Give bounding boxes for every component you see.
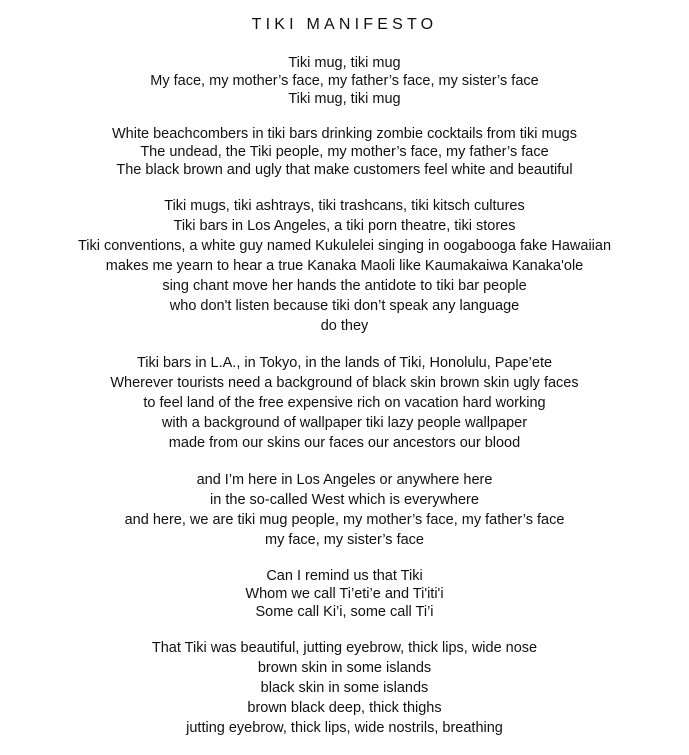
poem-line: in the so-called West which is everywhere <box>210 492 479 508</box>
poem-line: The undead, the Tiki people, my mother’s face, my father’s face <box>140 144 549 160</box>
poem-line: do they <box>320 318 369 334</box>
poem-line: jutting eyebrow, thick lips, wide nostrils, breathing <box>186 720 503 736</box>
poem-line: to feel land of the free expensive rich on vacation hard working <box>143 395 546 411</box>
poem-line: The black brown and ugly that make customers feel white and beautiful <box>116 162 573 178</box>
poem-line: brown skin in some islands <box>257 660 432 676</box>
poem-line: brown black deep, thick thighs <box>247 700 442 716</box>
poem-line: black skin in some islands <box>260 680 429 696</box>
poem-line: My face, my mother’s face, my father’s face, my sister’s face <box>150 73 539 89</box>
poem-line: who don't listen because tiki don’t speak any language <box>169 298 520 314</box>
poem-line: made from our skins our faces our ancestors our blood <box>168 435 521 451</box>
poem-line: Tiki conventions, a white guy named Kukulelei singing in oogabooga fake Hawaiian <box>77 238 612 254</box>
stanza-1 <box>0 54 689 108</box>
stanza-7 <box>0 638 689 738</box>
poem-line: Wherever tourists need a background of black skin brown skin ugly faces <box>110 375 579 391</box>
stanza-4 <box>0 353 689 453</box>
poem-body <box>0 54 689 755</box>
stanza-2 <box>0 125 689 179</box>
poem-line: with a background of wallpaper tiki lazy people wallpaper <box>161 415 528 431</box>
poem-line: Tiki bars in L.A., in Tokyo, in the lands of Tiki, Honolulu, Pape’ete <box>136 355 553 371</box>
poem-line: Can I remind us that Tiki <box>266 568 423 584</box>
poem-line: makes me yearn to hear a true Kanaka Maoli like Kaumakaiwa Kanaka'ole <box>105 258 584 274</box>
poem-line: and I’m here in Los Angeles or anywhere here <box>196 472 493 488</box>
poem-line: Whom we call Ti’eti’e and Ti'iti'i <box>245 586 444 602</box>
poem-line: Tiki mugs, tiki ashtrays, tiki trashcans, tiki kitsch cultures <box>164 198 525 214</box>
poem-title: TIKI MANIFESTO <box>251 16 438 33</box>
stanza-3 <box>0 196 689 336</box>
poem-line: my face, my sister’s face <box>264 532 424 548</box>
poem-line: White beachcombers in tiki bars drinking zombie cocktails from tiki mugs <box>112 126 577 142</box>
poem-line: Some call Ki’i, some call Ti’i <box>255 604 434 620</box>
stanza-5 <box>0 470 689 550</box>
poem-line: and here, we are tiki mug people, my mother’s face, my father’s face <box>124 512 565 528</box>
poem-line: sing chant move her hands the antidote to tiki bar people <box>162 278 527 294</box>
poem-line: That Tiki was beautiful, jutting eyebrow, thick lips, wide nose <box>151 640 538 656</box>
poem-line: Tiki mug, tiki mug <box>288 55 401 71</box>
poem-line: Tiki mug, tiki mug <box>288 91 401 107</box>
stanza-6 <box>0 567 689 621</box>
poem-line: Tiki bars in Los Angeles, a tiki porn theatre, tiki stores <box>173 218 516 234</box>
